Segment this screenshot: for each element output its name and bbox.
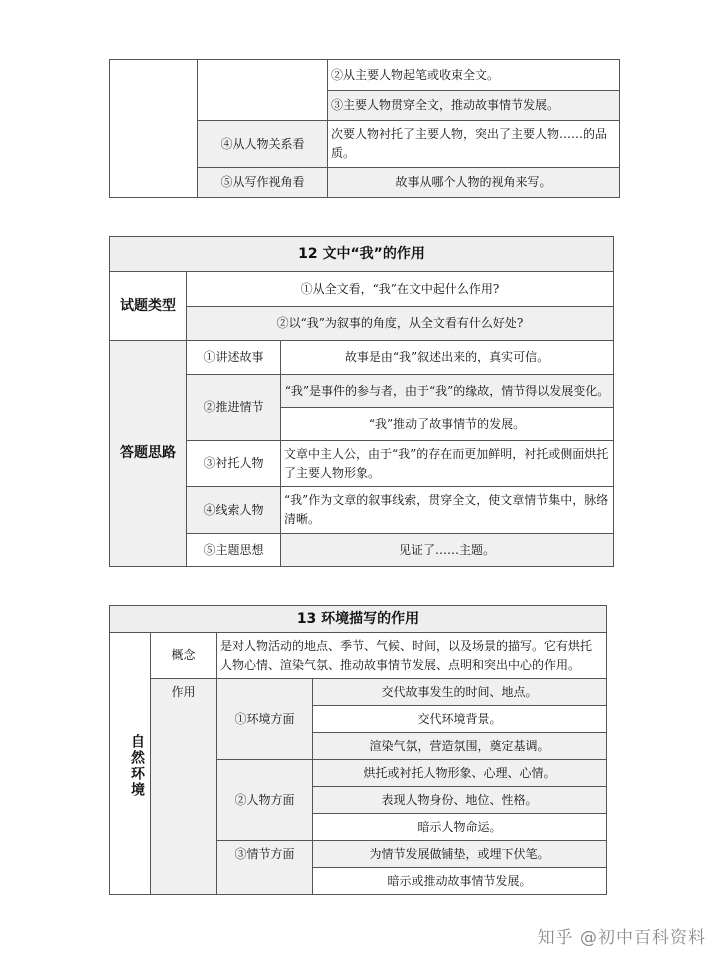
answer-label: ⑤主题思想 — [203, 542, 264, 557]
answer-label: ④线索人物 — [203, 502, 264, 517]
concept-text: 是对人物活动的地点、季节、气候、时间，以及场景的描写。它有烘托人物心情、渲染气氛、推动故事情节发展、点明和突出中心的作用。 — [220, 638, 593, 672]
table1-text-perspective: 故事从哪个人物的视角来写。 — [395, 175, 552, 189]
function-group-label: ①环境方面 — [234, 711, 295, 726]
function-item: 交代故事发生的时间、地点。 — [381, 684, 538, 699]
concept-label: 概念 — [171, 648, 196, 662]
answer-text: “我”推动了故事情节的发展。 — [368, 416, 526, 431]
natural-environment-label: 自然环境 — [129, 733, 145, 798]
function-label: 作用 — [171, 685, 196, 699]
table1-label-relation: ④从人物关系看 — [220, 136, 305, 151]
answer-label: ①讲述故事 — [203, 350, 264, 364]
function-item: 交代环境背景。 — [417, 711, 502, 726]
answer-text: “我”是事件的参与者，由于“我”的缘故，情节得以发展变化。 — [284, 383, 610, 398]
function-item: 表现人物身份、地位、性格。 — [381, 792, 538, 807]
question-type-label: 试题类型 — [120, 297, 176, 314]
table2-title: 12 文中“我”的作用 — [298, 245, 425, 262]
answer-approach-label: 答题思路 — [120, 445, 176, 461]
function-group-label: ②人物方面 — [234, 792, 295, 807]
function-item: 暗示或推动故事情节发展。 — [387, 873, 532, 888]
table3-title: 13 环境描写的作用 — [296, 610, 420, 627]
question-item: ②以“我”为叙事的角度，从全文看有什么好处? — [276, 316, 524, 330]
answer-text: 故事是由“我”叙述出来的，真实可信。 — [344, 350, 550, 364]
function-group-label: ③情节方面 — [234, 847, 295, 861]
answer-text: 见证了……主题。 — [398, 542, 495, 557]
answer-text: 文章中主人公，由于“我”的存在而更加鲜明，衬托或侧面烘托了主要人物形象。 — [284, 446, 609, 480]
table1-row-2: ②从主要人物起笔或收束全文。 — [331, 67, 500, 82]
answer-label: ②推进情节 — [203, 400, 264, 414]
function-item: 烘托或衬托人物形象、心理、心情。 — [363, 765, 556, 780]
function-item: 渲染气氛，营造氛围，奠定基调。 — [369, 738, 550, 753]
question-item: ①从全文看，“我”在文中起什么作用? — [300, 281, 500, 296]
function-item: 为情节发展做铺垫，或埋下伏笔。 — [369, 846, 550, 861]
answer-label: ③衬托人物 — [203, 456, 264, 470]
function-item: 暗示人物命运。 — [417, 819, 502, 834]
table1-label-perspective: ⑤从写作视角看 — [220, 175, 305, 189]
table1-row-3: ③主要人物贯穿全文，推动故事情节发展。 — [331, 98, 560, 112]
table1-text-relation: 次要人物衬托了主要人物，突出了主要人物……的品质。 — [331, 127, 608, 160]
watermark: 知乎 @初中百科资料 — [537, 928, 706, 948]
answer-text: “我”作为文章的叙事线索，贯穿全文，使文章情节集中，脉络清晰。 — [284, 493, 609, 526]
